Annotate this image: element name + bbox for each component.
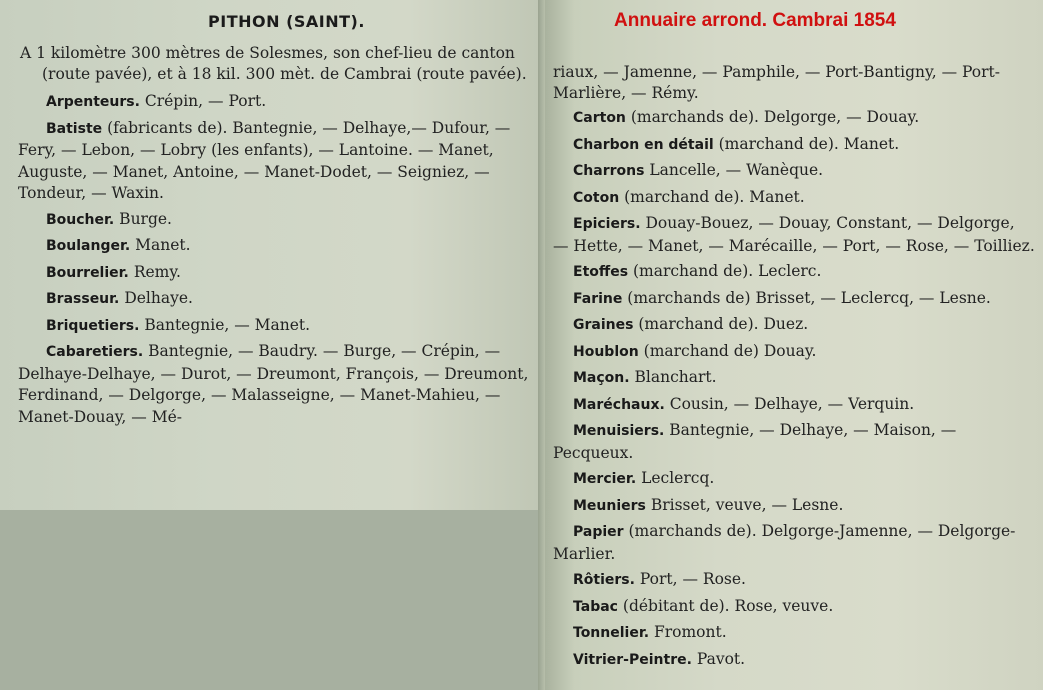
trade-names: Douay-Bouez, — Douay, Constant, — Delgorge, — Hette, — Manet, — Marécaille, — Port, — Rose, — Toilliez. [553, 214, 1035, 255]
right-entries [553, 107, 1035, 671]
trade-label: Houblon [573, 343, 639, 360]
directory-entry [553, 261, 1035, 284]
trade-names: Delhaye. [119, 289, 193, 307]
trade-names: Remy. [128, 262, 181, 281]
trade-names: Port, — Rose. [634, 570, 746, 588]
trade-names: Blanchart. [629, 368, 717, 386]
trade-names: (marchand de). Manet. [619, 187, 805, 206]
trade-label: Rôtiers. [573, 572, 635, 588]
continued-entry: riaux, — Jamenne, — Pamphile, — Port-Bantigny, — Port-Marlière, — Rémy. [553, 63, 1001, 102]
trade-names: (marchand de). Duez. [633, 315, 809, 333]
trade-names: (fabricants de). Bantegnie, — Delhaye,— Dufour, — Fery, — Lebon, — Lobry (les enfants), — Lantoine. — Manet, Auguste, — Manet, Antoine, — Manet-Dodet, — Seigniez, — Tondeur, — Waxin. [18, 118, 511, 202]
directory-entry [18, 91, 531, 114]
trade-label: Graines [573, 317, 634, 333]
directory-entry [553, 468, 1035, 491]
trade-label: Batiste [46, 120, 103, 137]
trade-label: Vitrier-Peintre. [573, 651, 692, 668]
directory-entry [553, 160, 1035, 183]
trade-label: Etoffes [573, 264, 629, 280]
directory-entry [18, 288, 531, 311]
trade-label: Tonnelier. [573, 625, 650, 641]
directory-entry [18, 209, 531, 232]
directory-entry [553, 213, 1035, 257]
trade-label: Charrons [573, 163, 645, 179]
directory-entry [553, 187, 1035, 210]
trade-names: Crépin, — Port. [139, 92, 267, 110]
directory-entry [553, 521, 1035, 565]
town-intro: A 1 kilomètre 300 mètres de Solesmes, son chef-lieu de canton (route pavée), et à 18 kil. 300 mèt. de Cambrai (route pavée). [20, 44, 527, 83]
trade-names: (débitant de). Rose, veuve. [617, 596, 834, 615]
directory-entry [18, 341, 531, 428]
trade-names: (marchands de). Delgorge, — Douay. [625, 108, 920, 126]
directory-entry [553, 394, 1035, 417]
trade-label: Epiciers. [573, 216, 641, 232]
trade-label: Boulanger. [46, 238, 131, 254]
trade-names: Pavot. [691, 649, 746, 668]
trade-label: Menuisiers. [573, 423, 665, 439]
directory-entry [18, 262, 531, 285]
trade-label: Brasseur. [46, 291, 120, 307]
trade-names: Bantegnie, — Baudry. — Burge, — Crépin, — Delhaye-Delhaye, — Durot, — Dreumont, François, — Dreumont, Ferdinand, — Delgorge, — Malasseigne, — Manet-Mahieu, — Manet-Douay, — Mé- [18, 342, 529, 426]
directory-entry [553, 341, 1035, 364]
directory-entry [553, 134, 1035, 157]
trade-names: Bantegnie, — Delhaye, — Maison, — Pecqueux. [553, 421, 957, 462]
left-page [0, 0, 545, 510]
source-caption: Annuaire arrond. Cambrai 1854 [614, 10, 896, 31]
directory-entry [553, 622, 1035, 645]
trade-names: (marchand de). Leclerc. [628, 262, 822, 280]
directory-entry [553, 314, 1035, 337]
trade-label: Coton [573, 189, 620, 206]
trade-names: Burge. [114, 209, 172, 228]
trade-label: Meuniers [573, 497, 646, 514]
trade-label: Arpenteurs. [46, 94, 140, 110]
trade-names: Manet. [130, 236, 191, 254]
trade-label: Papier [573, 524, 624, 540]
trade-names: (marchand de). Manet. [713, 134, 900, 153]
directory-entry [553, 367, 1035, 390]
trade-names: Fromont. [649, 623, 727, 641]
trade-label: Bourrelier. [46, 264, 129, 281]
trade-label: Boucher. [46, 211, 115, 228]
trade-label: Mercier. [573, 471, 637, 487]
trade-label: Cabaretiers. [46, 344, 144, 360]
trade-names: (marchands de) Brisset, — Leclercq, — Lesne. [622, 288, 991, 307]
trade-label: Farine [573, 290, 623, 307]
directory-entry [553, 495, 1035, 518]
trade-names: Cousin, — Delhaye, — Verquin. [664, 394, 915, 413]
trade-label: Tabac [573, 598, 618, 615]
trade-label: Briquetiers. [46, 317, 140, 334]
trade-label: Carton [573, 110, 626, 126]
trade-names: Lancelle, — Wanèque. [644, 161, 824, 179]
directory-entry [553, 420, 1035, 464]
directory-entry [553, 288, 1035, 311]
directory-entry [18, 235, 531, 258]
trade-label: Charbon en détail [573, 136, 714, 153]
trade-names: (marchands de). Delgorge-Jamenne, — Delgorge-Marlier. [553, 522, 1016, 563]
directory-entry [18, 118, 531, 205]
directory-entry [553, 569, 1035, 592]
directory-entry [553, 649, 1035, 672]
trade-names: Brisset, veuve, — Lesne. [645, 495, 844, 514]
directory-entry [18, 315, 531, 338]
town-heading: PITHON (SAINT). [208, 12, 365, 31]
right-page [545, 0, 1043, 690]
trade-names: Bantegnie, — Manet. [139, 315, 311, 334]
directory-entry [553, 107, 1035, 130]
directory-entry [553, 596, 1035, 619]
trade-label: Maçon. [573, 370, 630, 386]
trade-names: Leclercq. [636, 469, 715, 487]
trade-label: Maréchaux. [573, 396, 665, 413]
trade-names: (marchand de) Douay. [638, 341, 817, 360]
left-entries [18, 91, 531, 428]
